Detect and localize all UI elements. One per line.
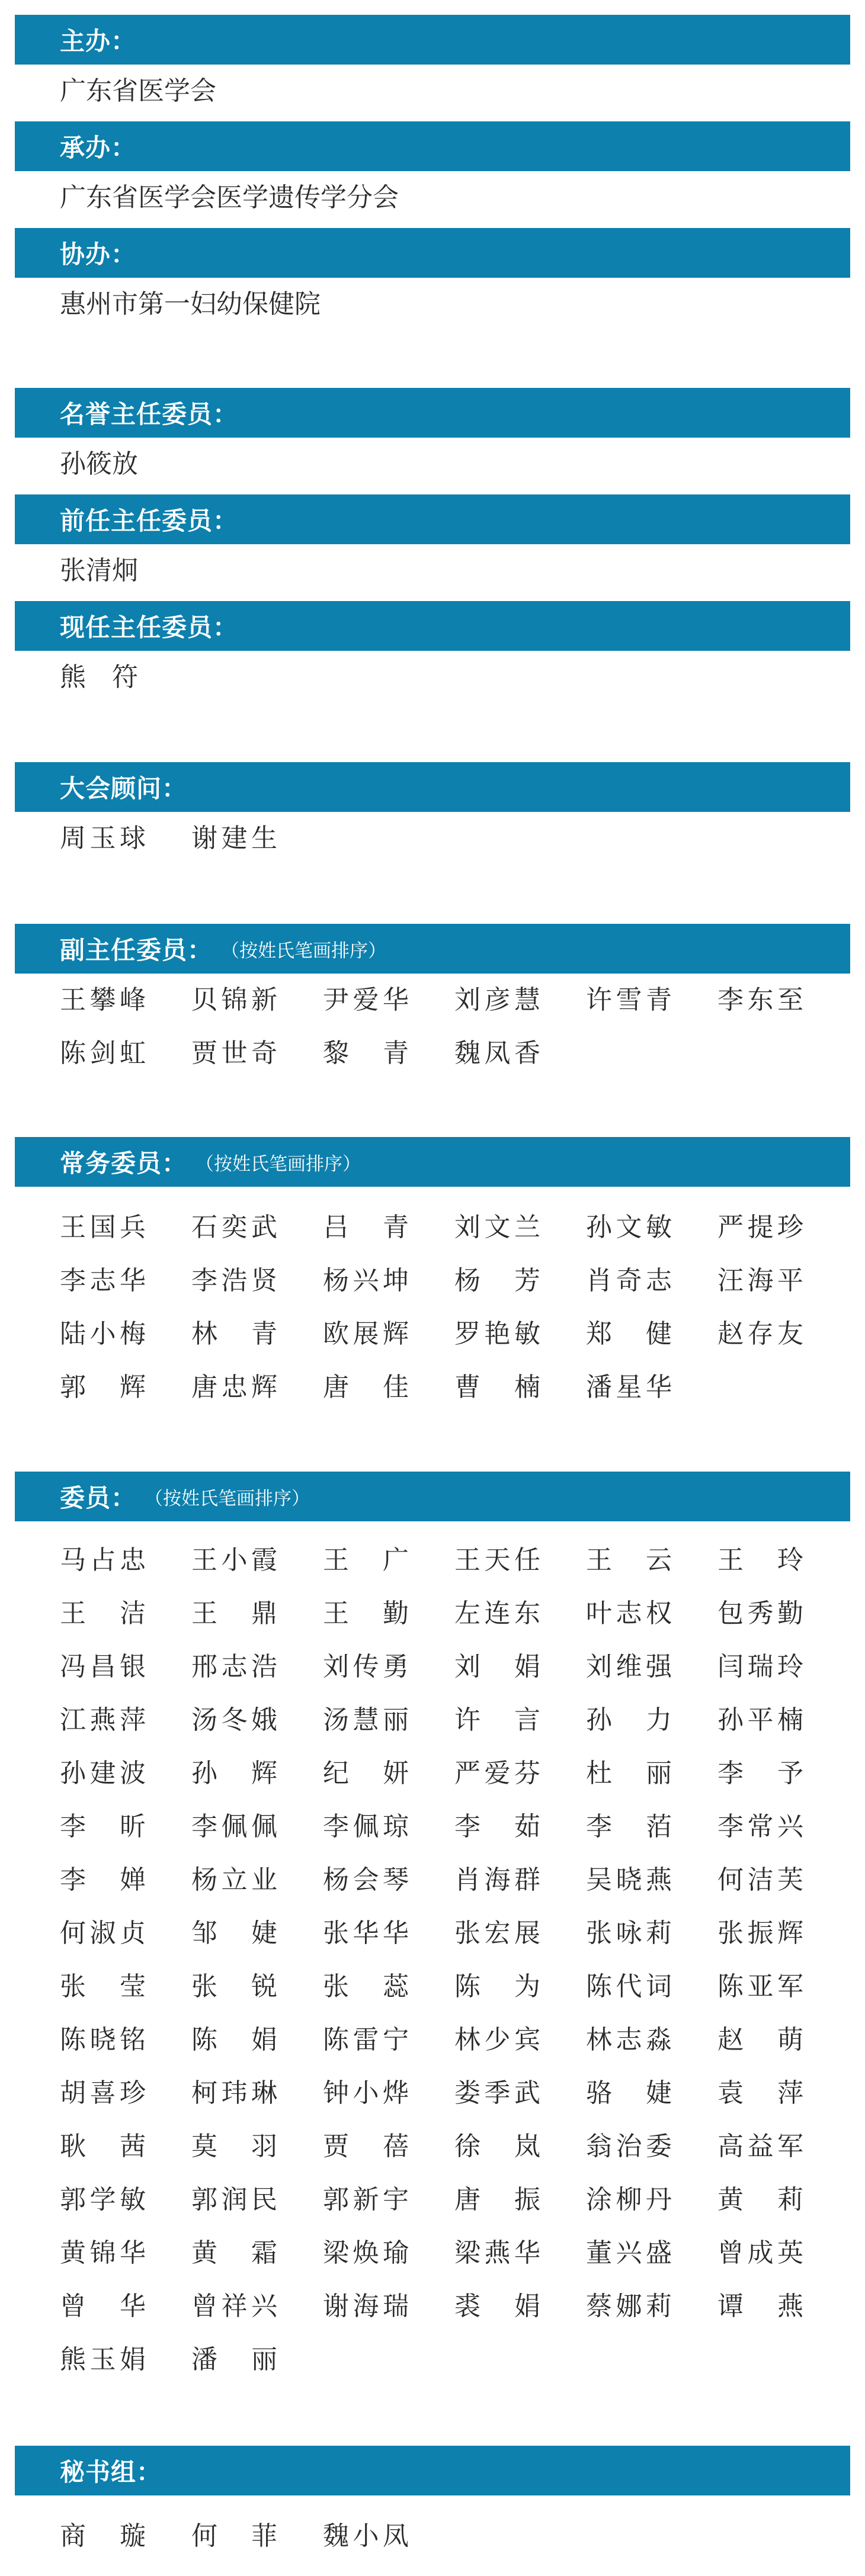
person-name: [454, 1587, 586, 1640]
person-name: [454, 1361, 586, 1414]
person-name-text: 陈剑虹: [60, 1038, 146, 1068]
person-name: [60, 2013, 191, 2067]
person-name-text: 孙平楠: [717, 1705, 803, 1735]
person-name-text: 赵存友: [717, 1319, 803, 1349]
person-name: [60, 1747, 191, 1800]
person-name-text: 李佩琼: [323, 1811, 409, 1842]
current-chair-name: 熊 符: [60, 662, 138, 692]
person-name: [323, 2067, 454, 2120]
section-header-organizer: [15, 121, 850, 171]
person-name-text: 赵 萌: [717, 2025, 803, 2055]
person-name-text: 王 鼎: [191, 1598, 277, 1629]
person-name: [323, 1854, 454, 1907]
section-title: 委员：: [60, 1483, 137, 1512]
person-name: [586, 1361, 717, 1414]
person-name: [191, 2120, 323, 2173]
person-name-text: 黄锦华: [60, 2238, 146, 2268]
person-name: [191, 812, 323, 865]
person-name: [323, 1907, 454, 1960]
person-name-text: 蔡娜莉: [586, 2291, 672, 2321]
person-name-text: 谢建生: [191, 823, 277, 853]
person-name: [586, 2280, 717, 2333]
person-name-text: 陈亚军: [717, 1971, 803, 2002]
section-title: 承办：: [60, 133, 137, 162]
person-name: [717, 2120, 849, 2173]
person-name-text: 刘 娟: [454, 1652, 540, 1682]
person-name-text: 李东至: [717, 985, 803, 1015]
person-name: [191, 2227, 323, 2280]
person-name-text: 吕 青: [323, 1212, 409, 1242]
person-name: [191, 1907, 323, 1960]
person-name: [191, 1361, 323, 1414]
person-name: [60, 1587, 191, 1640]
person-name-text: 王国兵: [60, 1212, 146, 1242]
person-name-text: 梁焕瑜: [323, 2238, 409, 2268]
former-chair-name: 张清炯: [60, 555, 138, 586]
person-name-text: 李 婵: [60, 1865, 146, 1895]
person-name: [60, 2280, 191, 2333]
person-name: [454, 1694, 586, 1747]
person-name-text: 曹 楠: [454, 1372, 540, 1402]
person-name-text: 江燕萍: [60, 1705, 146, 1735]
person-name: [454, 1534, 586, 1587]
person-name-text: 何淑贞: [60, 1918, 146, 1948]
person-name: [586, 1308, 717, 1361]
person-name: [454, 1747, 586, 1800]
person-name-text: 肖海群: [454, 1865, 540, 1895]
person-name: [586, 1907, 717, 1960]
person-name-text: 孙文敏: [586, 1212, 672, 1242]
person-name-text: 曾成英: [717, 2238, 803, 2268]
person-name-text: 黄 霜: [191, 2238, 277, 2268]
person-name: [454, 974, 586, 1027]
person-name: [586, 2013, 717, 2067]
person-name-text: 熊玉娟: [60, 2344, 146, 2375]
person-name-text: 严提珍: [717, 1212, 803, 1242]
person-name: [717, 2173, 849, 2227]
person-name: [717, 1960, 849, 2013]
person-name: [60, 1960, 191, 2013]
person-name: [717, 2013, 849, 2067]
person-name-text: 郭学敏: [60, 2185, 146, 2215]
person-name: [191, 2067, 323, 2120]
person-name: [191, 2280, 323, 2333]
person-name-text: 汤慧丽: [323, 1705, 409, 1735]
person-name: [191, 1534, 323, 1587]
person-name-text: 高益军: [717, 2131, 803, 2161]
person-name: [454, 2067, 586, 2120]
person-name: [191, 1747, 323, 1800]
person-name: [191, 1308, 323, 1361]
person-name-text: 林少宾: [454, 2025, 540, 2055]
person-name: [323, 974, 454, 1027]
person-name: [586, 1854, 717, 1907]
person-name: [717, 1308, 849, 1361]
person-name: [454, 2013, 586, 2067]
person-name: [323, 1361, 454, 1414]
person-name: [586, 1800, 717, 1854]
person-name-text: 娄季武: [454, 2078, 540, 2108]
person-name-text: 汪海平: [717, 1265, 803, 1296]
person-name-text: 郑 健: [586, 1319, 672, 1349]
person-name: [454, 1960, 586, 2013]
person-name-text: 邢志浩: [191, 1652, 277, 1682]
person-name: [60, 2120, 191, 2173]
person-name: [60, 1254, 191, 1308]
section-header-members: [15, 1472, 850, 1521]
person-name-text: 刘文兰: [454, 1212, 540, 1242]
person-name-text: 张咏莉: [586, 1918, 672, 1948]
person-name: [717, 1694, 849, 1747]
person-name: [191, 974, 323, 1027]
person-name-text: 曾 华: [60, 2291, 146, 2321]
person-name-text: 唐 佳: [323, 1372, 409, 1402]
person-name: [60, 1907, 191, 1960]
person-name-text: 尹爱华: [323, 985, 409, 1015]
person-name: [60, 812, 191, 865]
person-name: [454, 1800, 586, 1854]
person-name: [717, 1907, 849, 1960]
person-name-text: 张华华: [323, 1918, 409, 1948]
person-name-text: 严爱芬: [454, 1758, 540, 1788]
person-name-text: 李常兴: [717, 1811, 803, 1842]
person-name: [191, 2333, 323, 2387]
person-name: [191, 1800, 323, 1854]
person-name: [717, 1747, 849, 1800]
section-title: 副主任委员：: [60, 936, 213, 965]
person-name: [323, 2227, 454, 2280]
person-name-text: 黎 青: [323, 1038, 409, 1068]
person-name-text: 王攀峰: [60, 985, 146, 1015]
person-name: [717, 2067, 849, 2120]
person-name-text: 李 昕: [60, 1811, 146, 1842]
person-name: [717, 1640, 849, 1694]
person-name-text: 王小霞: [191, 1545, 277, 1575]
person-name: [586, 2120, 717, 2173]
person-name: [191, 2013, 323, 2067]
person-name-text: 李浩贤: [191, 1265, 277, 1296]
person-name: [586, 1201, 717, 1254]
person-name-text: 许 言: [454, 1705, 540, 1735]
person-name: [454, 2173, 586, 2227]
person-name: [191, 1027, 323, 1080]
person-name: [60, 1308, 191, 1361]
person-name-text: 林 青: [191, 1319, 277, 1349]
person-name-text: 张振辉: [717, 1918, 803, 1948]
person-name: [60, 1534, 191, 1587]
person-name-text: 刘维强: [586, 1652, 672, 1682]
person-name: [454, 1027, 586, 1080]
person-name: [454, 1201, 586, 1254]
person-name-text: 黄 莉: [717, 2185, 803, 2215]
person-name-text: 陆小梅: [60, 1319, 146, 1349]
section-header-secretariat: [15, 2446, 850, 2495]
person-name: [586, 1534, 717, 1587]
person-name: [323, 1800, 454, 1854]
sort-note: （按姓氏笔画排序）: [221, 940, 387, 962]
person-name: [717, 2227, 849, 2280]
vice-chair-list: [60, 974, 849, 1080]
person-name-text: 吴晓燕: [586, 1865, 672, 1895]
person-name: [717, 1254, 849, 1308]
person-name: [454, 1854, 586, 1907]
person-name: [586, 1694, 717, 1747]
person-name-text: 裘 娟: [454, 2291, 540, 2321]
section-header-current-chair: [15, 601, 850, 651]
person-name-text: 袁 萍: [717, 2078, 803, 2108]
host-name: 广东省医学会: [60, 76, 216, 106]
person-name: [323, 2510, 454, 2563]
person-name: [323, 1308, 454, 1361]
person-name-text: 张 蕊: [323, 1971, 409, 2002]
person-name-text: 潘星华: [586, 1372, 672, 1402]
person-name: [323, 2280, 454, 2333]
person-name-text: 张 莹: [60, 1971, 146, 2002]
person-name-text: 王 玲: [717, 1545, 803, 1575]
sort-note: （按姓氏笔画排序）: [196, 1153, 361, 1175]
person-name: [60, 2510, 191, 2563]
person-name: [454, 1907, 586, 1960]
person-name-text: 翁治委: [586, 2131, 672, 2161]
person-name: [60, 1027, 191, 1080]
person-name-text: 张宏展: [454, 1918, 540, 1948]
person-name-text: 商 璇: [60, 2521, 146, 2551]
person-name-text: 李 茹: [454, 1811, 540, 1842]
advisor-list: [60, 812, 849, 865]
person-name-text: 徐 岚: [454, 2131, 540, 2161]
person-name: [60, 974, 191, 1027]
person-name: [586, 1640, 717, 1694]
person-name-text: 魏凤香: [454, 1038, 540, 1068]
section-header-standing-members: [15, 1137, 850, 1187]
person-name-text: 涂柳丹: [586, 2185, 672, 2215]
person-name-text: 陈雷宁: [323, 2025, 409, 2055]
standing-member-list: [60, 1201, 849, 1414]
person-name: [454, 2120, 586, 2173]
section-title: 秘书组：: [60, 2458, 162, 2487]
person-name: [323, 2173, 454, 2227]
person-name: [191, 1254, 323, 1308]
person-name: [60, 2227, 191, 2280]
person-name: [60, 1361, 191, 1414]
person-name: [454, 1254, 586, 1308]
person-name-text: 郭新宇: [323, 2185, 409, 2215]
person-name-text: 梁燕华: [454, 2238, 540, 2268]
section-title: 前任主任委员：: [60, 506, 239, 535]
section-header-advisors: [15, 762, 850, 812]
person-name: [60, 2333, 191, 2387]
person-name-text: 曾祥兴: [191, 2291, 277, 2321]
section-title: 主办：: [60, 27, 137, 56]
person-name: [323, 1201, 454, 1254]
person-name-text: 贾 蓓: [323, 2131, 409, 2161]
section-title: 名誉主任委员：: [60, 400, 239, 429]
person-name-text: 肖奇志: [586, 1265, 672, 1296]
person-name-text: 纪 妍: [323, 1758, 409, 1788]
person-name: [717, 1201, 849, 1254]
person-name-text: 杨兴坤: [323, 1265, 409, 1296]
person-name-text: 唐 振: [454, 2185, 540, 2215]
person-name-text: 胡喜珍: [60, 2078, 146, 2108]
person-name: [586, 1960, 717, 2013]
section-header-vice-chairs: [15, 924, 850, 974]
person-name-text: 马占忠: [60, 1545, 146, 1575]
person-name: [717, 974, 849, 1027]
person-name-text: 杨会琴: [323, 1865, 409, 1895]
person-name: [586, 1587, 717, 1640]
person-name-text: 张 锐: [191, 1971, 277, 2002]
person-name-text: 骆 婕: [586, 2078, 672, 2108]
person-name-text: 何 菲: [191, 2521, 277, 2551]
person-name-text: 王 勤: [323, 1598, 409, 1629]
person-name-text: 柯玮琳: [191, 2078, 277, 2108]
person-name-text: 闫瑞玲: [717, 1652, 803, 1682]
person-name-text: 莫 羽: [191, 2131, 277, 2161]
person-name: [586, 2067, 717, 2120]
person-name: [454, 2280, 586, 2333]
person-name-text: 李 予: [717, 1758, 803, 1788]
person-name-text: 谭 燕: [717, 2291, 803, 2321]
person-name-text: 刘彦慧: [454, 985, 540, 1015]
person-name-text: 石奕武: [191, 1212, 277, 1242]
person-name: [586, 1747, 717, 1800]
person-name: [323, 1254, 454, 1308]
person-name: [60, 1854, 191, 1907]
person-name-text: 杨 芳: [454, 1265, 540, 1296]
person-name-text: 贝锦新: [191, 985, 277, 1015]
person-name-text: 贾世奇: [191, 1038, 277, 1068]
person-name-text: 王 广: [323, 1545, 409, 1575]
person-name-text: 包秀勤: [717, 1598, 803, 1629]
person-name-text: 杨立业: [191, 1865, 277, 1895]
person-name: [586, 1254, 717, 1308]
person-name: [60, 2067, 191, 2120]
person-name-text: 刘传勇: [323, 1652, 409, 1682]
person-name-text: 唐忠辉: [191, 1372, 277, 1402]
person-name-text: 何洁芙: [717, 1865, 803, 1895]
person-name: [191, 1854, 323, 1907]
section-header-host: [15, 15, 850, 65]
co-organizer-name: 惠州市第一妇幼保健院: [60, 289, 321, 319]
person-name-text: 潘 丽: [191, 2344, 277, 2375]
section-title: 协办：: [60, 240, 137, 269]
person-name-text: 董兴盛: [586, 2238, 672, 2268]
person-name-text: 李 萡: [586, 1811, 672, 1842]
person-name: [60, 2173, 191, 2227]
person-name: [717, 1854, 849, 1907]
person-name: [191, 2510, 323, 2563]
person-name-text: 欧展辉: [323, 1319, 409, 1349]
person-name-text: 孙 力: [586, 1705, 672, 1735]
person-name-text: 许雪青: [586, 985, 672, 1015]
person-name: [60, 1694, 191, 1747]
person-name: [323, 1027, 454, 1080]
person-name-text: 叶志权: [586, 1598, 672, 1629]
person-name-text: 孙建波: [60, 1758, 146, 1788]
person-name-text: 陈代词: [586, 1971, 672, 2002]
person-name-text: 冯昌银: [60, 1652, 146, 1682]
person-name: [191, 1587, 323, 1640]
section-title: 现任主任委员：: [60, 613, 239, 642]
person-name-text: 钟小烨: [323, 2078, 409, 2108]
person-name: [323, 1747, 454, 1800]
person-name-text: 王 洁: [60, 1598, 146, 1629]
person-name: [323, 2120, 454, 2173]
person-name: [454, 2227, 586, 2280]
person-name-text: 汤冬娥: [191, 1705, 277, 1735]
person-name: [60, 1201, 191, 1254]
person-name-text: 郭润民: [191, 2185, 277, 2215]
section-header-honorary-chair: [15, 388, 850, 438]
person-name-text: 谢海瑞: [323, 2291, 409, 2321]
person-name: [191, 1201, 323, 1254]
section-title: 大会顾问：: [60, 774, 188, 803]
secretariat-list: [60, 2510, 849, 2563]
person-name: [323, 1640, 454, 1694]
section-title: 常务委员：: [60, 1149, 188, 1178]
person-name-text: 周玉球: [60, 823, 146, 853]
person-name: [586, 2173, 717, 2227]
person-name: [586, 2227, 717, 2280]
person-name-text: 林志淼: [586, 2025, 672, 2055]
person-name: [323, 1534, 454, 1587]
person-name: [717, 2280, 849, 2333]
person-name: [454, 1640, 586, 1694]
person-name: [191, 1640, 323, 1694]
organizer-name: 广东省医学会医学遗传学分会: [60, 182, 399, 213]
person-name: [323, 1960, 454, 2013]
person-name-text: 郭 辉: [60, 1372, 146, 1402]
person-name: [60, 1800, 191, 1854]
person-name: [323, 1694, 454, 1747]
person-name-text: 王 云: [586, 1545, 672, 1575]
person-name-text: 罗艳敏: [454, 1319, 540, 1349]
person-name-text: 陈 娟: [191, 2025, 277, 2055]
member-list: [60, 1534, 849, 2387]
person-name-text: 左连东: [454, 1598, 540, 1629]
person-name-text: 孙 辉: [191, 1758, 277, 1788]
section-header-former-chair: [15, 494, 850, 544]
person-name-text: 李志华: [60, 1265, 146, 1296]
person-name-text: 耿 茜: [60, 2131, 146, 2161]
person-name-text: 杜 丽: [586, 1758, 672, 1788]
person-name: [717, 1800, 849, 1854]
person-name: [60, 1640, 191, 1694]
person-name: [717, 1587, 849, 1640]
person-name: [717, 1534, 849, 1587]
person-name-text: 李佩佩: [191, 1811, 277, 1842]
person-name: [323, 2013, 454, 2067]
person-name-text: 魏小凤: [323, 2521, 409, 2551]
person-name-text: 邹 婕: [191, 1918, 277, 1948]
honorary-chair-name: 孙筱放: [60, 449, 138, 479]
section-header-co-organizer: [15, 228, 850, 278]
person-name: [191, 2173, 323, 2227]
person-name: [454, 1308, 586, 1361]
sort-note: （按姓氏笔画排序）: [145, 1488, 310, 1509]
person-name-text: 王天任: [454, 1545, 540, 1575]
person-name: [191, 1960, 323, 2013]
person-name-text: 陈 为: [454, 1971, 540, 2002]
person-name-text: 陈晓铭: [60, 2025, 146, 2055]
person-name: [323, 1587, 454, 1640]
person-name: [191, 1694, 323, 1747]
person-name: [586, 974, 717, 1027]
